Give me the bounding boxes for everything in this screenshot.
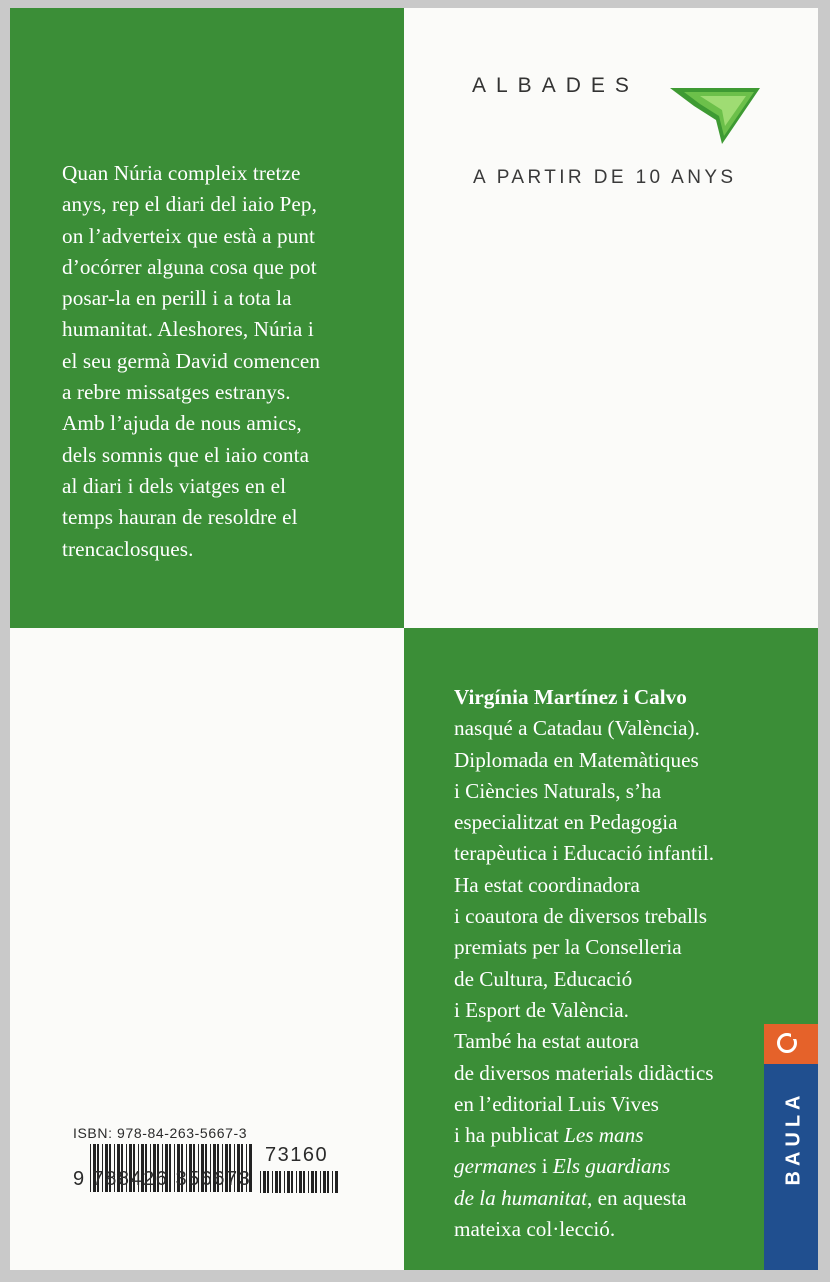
- book-synopsis: Quan Núria compleix tretze anys, rep el diari del iaio Pep, on l’adverteix que està a punt d’ocórrer alguna cosa que pot posar-la en perill i a tota la humanitat. Aleshores, Núria i el seu germà David comencen a rebre missatges estranys. Amb l’ajuda de nous amics, dels somnis que el iaio conta al diari i dels viatges en el temps hauran de resoldre el trencaclosques.: [62, 161, 321, 561]
- bio-line: de Cultura, Educació: [454, 966, 633, 991]
- bio-line: premiats per la Conselleria: [454, 935, 682, 960]
- bio-line: mateixa col·lecció.: [454, 1217, 616, 1242]
- conjunction: i: [536, 1154, 553, 1179]
- bio-line: de diversos materials didàctics: [454, 1060, 714, 1085]
- book-title-1-cont: germanes: [454, 1154, 537, 1179]
- bio-line: i Ciències Naturals, s’ha: [454, 778, 662, 803]
- author-name: Virgínia Martínez i Calvo: [454, 685, 687, 709]
- bio-line: Ha estat coordinadora: [454, 872, 640, 897]
- series-name: ALBADES: [472, 74, 639, 97]
- bio-line: en l’editorial Luis Vives: [454, 1091, 659, 1116]
- book-title-1: Les mans: [564, 1123, 644, 1148]
- bio-line-with-title: [454, 1120, 764, 1151]
- bio-line-with-title: [454, 1183, 764, 1214]
- age-recommendation: A PARTIR DE 10 ANYS: [473, 167, 737, 188]
- publisher-name: BAULA: [782, 1090, 805, 1186]
- bio-line: especialitzat en Pedagogia: [454, 810, 678, 835]
- barcode-addon-icon: [260, 1171, 340, 1193]
- bio-line: Diplomada en Matemàtiques: [454, 747, 699, 772]
- bio-line: i coautora de diversos treballs: [454, 904, 707, 929]
- albades-logo-icon: [670, 78, 762, 144]
- book-back-cover: [10, 8, 818, 1270]
- author-bio: [454, 682, 764, 1245]
- book-title-2: Els guardians: [552, 1154, 671, 1179]
- bio-tail: , en aquesta: [587, 1185, 687, 1210]
- book-title-2-cont: de la humanitat: [454, 1185, 588, 1210]
- bio-line: També ha estat autora: [454, 1029, 639, 1054]
- isbn-text: ISBN: 978-84-263-5667-3: [73, 1125, 248, 1141]
- baula-o-icon: [777, 1033, 797, 1053]
- publisher-strip: [764, 1024, 818, 1270]
- bio-line: i Esport de València.: [454, 997, 629, 1022]
- bio-line: terapèutica i Educació infantil.: [454, 841, 715, 866]
- bio-line: i ha publicat: [454, 1123, 559, 1148]
- addon-digits: 73160: [265, 1144, 329, 1166]
- bio-line-with-title: [454, 1151, 764, 1182]
- ean-digits: 9 788426 356673: [73, 1168, 252, 1190]
- baula-logo-icon: [764, 1024, 818, 1064]
- bio-line: nasqué a Catadau (València).: [454, 716, 700, 741]
